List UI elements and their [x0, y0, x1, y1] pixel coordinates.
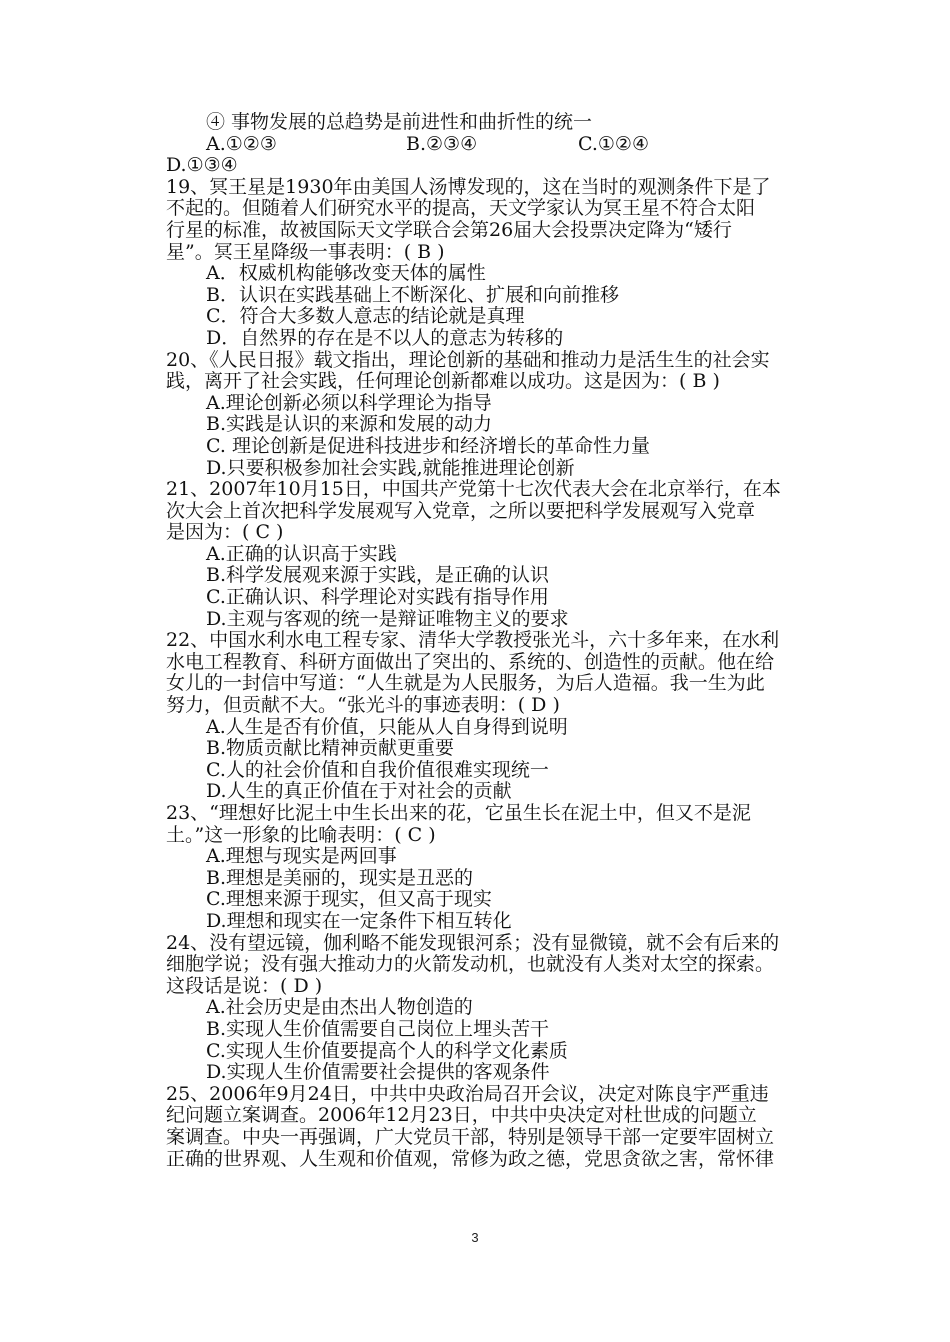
- question-text-line: 次大会上首次把科学发展观写入党章，之所以要把科学发展观写入党章: [166, 500, 756, 522]
- page-number: 3: [471, 1230, 479, 1245]
- question-text-line: 纪问题立案调查。2006年12月23日，中共中央决定对杜世成的问题立: [166, 1105, 757, 1127]
- question-text-line: 星”。冥王星降级一事表明：( B ): [166, 241, 445, 263]
- question-text-line: D.①③④: [166, 155, 238, 177]
- option-row: [166, 134, 842, 156]
- answer-option: B．认识在实践基础上不断深化、扩展和向前推移: [206, 284, 619, 306]
- answer-option: C.理想来源于现实，但又高于现实: [206, 889, 492, 911]
- answer-option: B.实现人生价值需要自己岗位上埋头苦干: [206, 1018, 550, 1040]
- answer-option: D.只要积极参加社会实践,就能推进理论创新: [206, 457, 575, 479]
- answer-option: A.正确的认识高于实践: [206, 543, 397, 565]
- answer-option: D.实现人生价值需要社会提供的客观条件: [206, 1062, 550, 1084]
- question-text-line: 21、2007年10月15日，中国共产党第十七次代表大会在北京举行，在本: [166, 479, 781, 501]
- answer-option: C.正确认识、科学理论对实践有指导作用: [206, 587, 549, 609]
- question-text-line: 20、《人民日报》载文指出，理论创新的基础和推动力是活生生的社会实: [166, 349, 770, 371]
- question-text-line: 践，离开了社会实践，任何理论创新都难以成功。这是因为：( B ): [166, 371, 720, 393]
- question-text-line: 细胞学说；没有强大推动力的火箭发动机，也就没有人类对太空的探索。: [166, 954, 775, 976]
- answer-option: C. 理论创新是促进科技进步和经济增长的革命性力量: [206, 435, 650, 457]
- question-text-line: 24、没有望远镜，伽利略不能发现银河系；没有显微镜，就不会有后来的: [166, 932, 780, 954]
- answer-option: D.主观与客观的统一是辩证唯物主义的要求: [206, 608, 569, 630]
- question-text-line: 女儿的一封信中写道：“人生就是为人民服务，为后人造福。我一生为此: [166, 673, 765, 695]
- answer-option: D.理想和现实在一定条件下相互转化: [206, 910, 512, 932]
- answer-option: B.科学发展观来源于实践，是正确的认识: [206, 565, 550, 587]
- option-item: A.①②③: [206, 133, 277, 155]
- question-text-line: 正确的世界观、人生观和价值观，常修为政之德，党思贪欲之害，常怀律: [166, 1148, 775, 1170]
- question-text-line: 行星的标准，故被国际天文学联合会第26届大会投票决定降为“矮行: [166, 219, 732, 241]
- answer-option: ④ 事物发展的总趋势是前进性和曲折性的统一: [206, 112, 593, 133]
- answer-option: A.人生是否有价值，只能从人自身得到说明: [206, 716, 568, 738]
- answer-option: A.理想与现实是两回事: [206, 846, 397, 868]
- question-text-line: 是因为：( C ): [166, 522, 284, 544]
- answer-option: B.理想是美丽的，现实是丑恶的: [206, 867, 474, 889]
- answer-option: B.物质贡献比精神贡献更重要: [206, 738, 455, 760]
- question-text-line: 努力，但贡献不大。“张光斗的事迹表明：( D ): [166, 695, 560, 717]
- answer-option: D.人生的真正价值在于对社会的贡献: [206, 781, 512, 803]
- document-body: [166, 112, 842, 1170]
- option-item: C.①②④: [578, 133, 649, 155]
- answer-option: B.实践是认识的来源和发展的动力: [206, 414, 493, 436]
- answer-option: C.人的社会价值和自我价值很难实现统一: [206, 759, 549, 781]
- question-text-line: 22、中国水利水电工程专家、清华大学教授张光斗，六十多年来，在水利: [166, 630, 780, 652]
- answer-option: D．自然界的存在是不以人的意志为转移的: [206, 327, 564, 349]
- question-text-line: 这段话是说：( D ): [166, 975, 323, 997]
- answer-option: A.社会历史是由杰出人物创造的: [206, 997, 473, 1019]
- question-text-line: 23、“理想好比泥土中生长出来的花，它虽生长在泥土中，但又不是泥: [166, 803, 751, 824]
- answer-option: C.实现人生价值要提高个人的科学文化素质: [206, 1040, 568, 1062]
- question-text-line: 19、冥王星是1930年由美国人汤博发现的，这在当时的观测条件下是了: [166, 176, 771, 198]
- answer-option: C．符合大多数人意志的结论就是真理: [206, 306, 525, 328]
- option-item: B.②③④: [406, 133, 478, 155]
- question-text-line: 水电工程教育、科研方面做出了突出的、系统的、创造性的贡献。他在给: [166, 651, 775, 673]
- question-text-line: 不起的。但随着人们研究水平的提高，天文学家认为冥王星不符合太阳: [166, 198, 756, 220]
- answer-option: A．权威机构能够改变天体的属性: [206, 263, 486, 285]
- question-text-line: 25、2006年9月24日，中共中央政治局召开会议，决定对陈良宇严重违: [166, 1083, 769, 1105]
- question-text-line: 土。”这一形象的比喻表明：( C ): [166, 824, 436, 846]
- answer-option: A.理论创新必须以科学理论为指导: [206, 392, 492, 414]
- question-text-line: 案调查。中央一再强调，广大党员干部，特别是领导干部一定要牢固树立: [166, 1126, 775, 1148]
